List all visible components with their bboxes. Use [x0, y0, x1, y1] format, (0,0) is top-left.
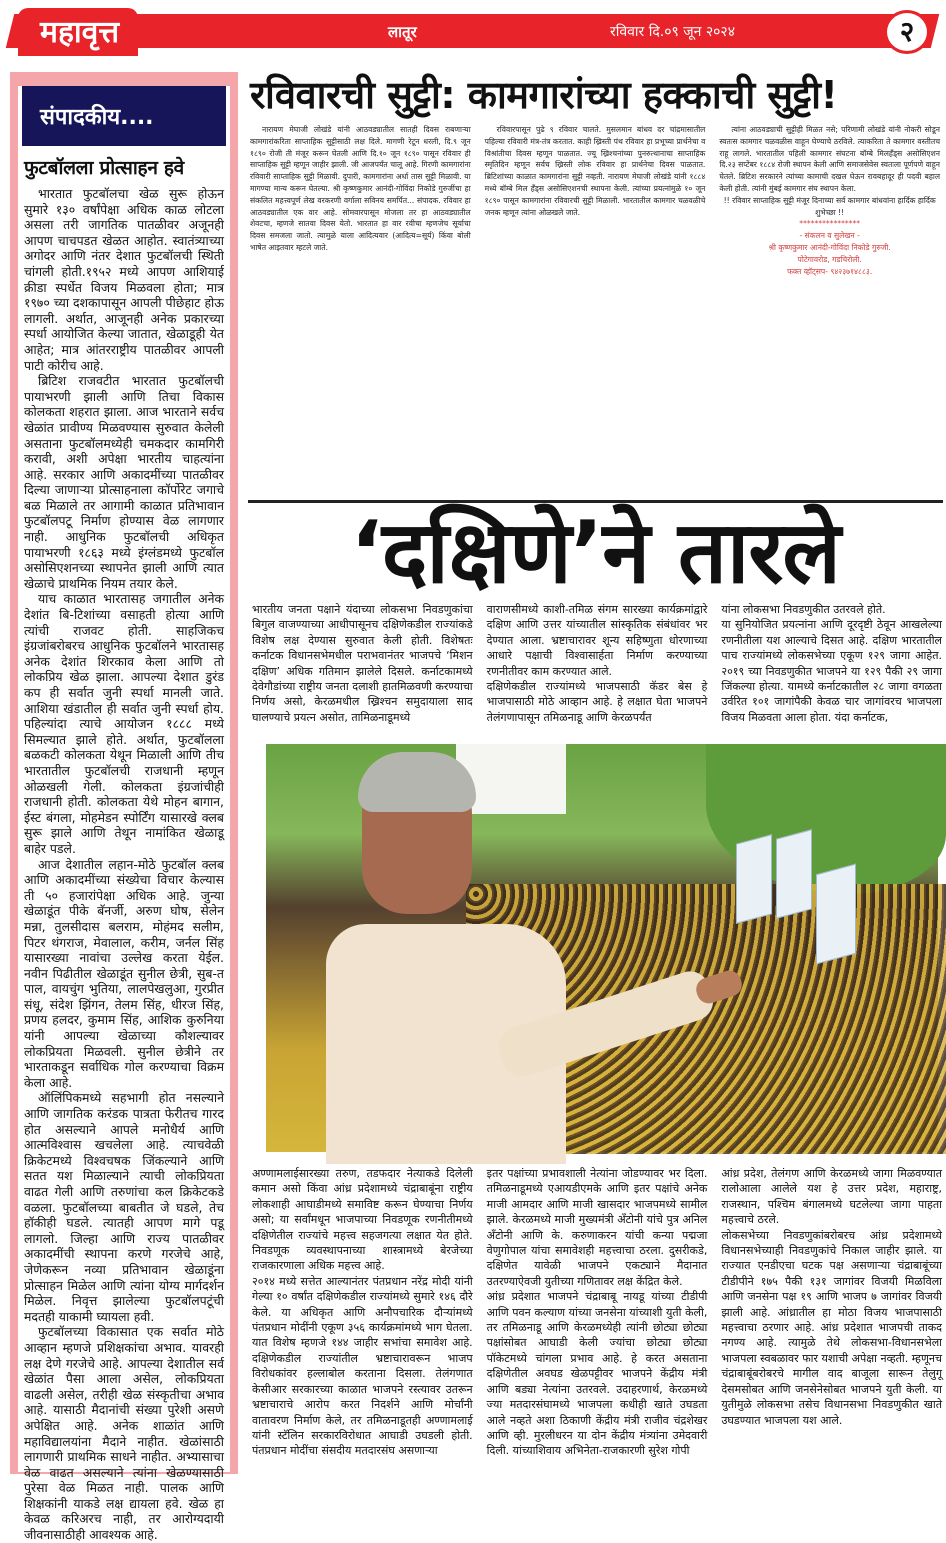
article-text: रविवारपासून पुढे ९ रविवार चालते. मुसलमान बांधव दर चांद्रमासातील पहिल्या रविवारी मंत्र-तंत्र करतात. काही ख्रिस्ती पंथ रविवार हा प्रभूच्या प्रार्थनेचा व विश्रांतीचा दिवस म्हणून पाळतात. ज्यू ख्रिश्चनांच्या पुनरुत्थानाचा साप्ताहिक स्मृतिदिन म्हणून सर्वच ख्रिस्ती लोक रविवार हा प्रार्थनेचा दिवस पाळतात. ब्रिटिशांच्या काळात कामगारांना सुट्टी नव्हती. नारायण मेघाजी लोखंडे यांनी १८८४ मध्ये बॉम्बे मिल हँड्स असोसिएशनची स्थापना केली. त्यांच्या प्रयत्नांमुळे १० जून १८९० पासून कामगारांना रविवारची सुट्टी मिळाली. भारतातील कामगार चळवळीचे जनक म्हणून त्यांना ओळखले जाते. [484, 125, 706, 217]
photo-flag [776, 829, 812, 919]
edition-date: रविवार दि.०९ जून २०२४ [610, 24, 735, 40]
article-column [719, 124, 940, 278]
greeting-line: !! रविवार साप्ताहिक सुट्टी मंजूर दिनाच्या सर्व कामगार बांधवांना हार्दिक हार्दिक शुभेच्छा !! [723, 195, 936, 217]
lead-column: यांना लोकसभा निवडणुकीत उतरवले होते. या सुनियोजित प्रयत्नांना आणि दूरदृष्टी ठेवून आखलेल्या रणनीतीला यश आल्याचे दिसत आहे. दक्षिण भारतातील पाच राज्यांमध्ये लोकसभेच्या एकूण १२९ जागा आहेत. २०१९ च्या निवडणुकीत भाजपने या १२९ पैकी २९ जागा जिंकल्या होत्या. यामध्ये कर्नाटकातील २८ जागा वगळता उर्वरित १०१ जागांपैकी केवळ चार जागांवरच भाजपला विजय मिळवता आला होता. यंदा कर्नाटक, [721, 603, 943, 724]
article-text: नारायण मेघाजी लोखंडे यांनी आठवड्यातील सातही दिवस राबणाऱ्या कामगारांकरिता साप्ताहिक सुट्टीसाठी लक्ष दिले. मागणी रेटून धरली, दि.९ जून १८९० रोजी ती मंजूर करून घेतली आणि दि.१० जून १८९० पासून रविवार ही साप्ताहिक सुट्टी म्हणून जाहीर झाली. जी आजपर्यंत चालू आहे. गिरणी कामगारांना रविवारी साप्ताहिक सुट्टी मिळावी. दुपारी, कामगारांना अर्धा तास सुट्टी मिळावी. या मागण्या मान्य करून घेतल्या. श्री कृष्णकुमार आनंदी-गोविंदा निकोडे गुरुजींचा हा संकलित महत्त्वपूर्ण लेख वरकरणी वर्गाला सविनय समर्पित... संपादक. रविवार हा आठवड्यातील एक वार आहे. सोमवारपासून मोजला तर हा आठवड्यातील शेवटचा, म्हणजे सातवा दिवस येतो. भारतात हा वार रवीचा म्हणजेच सूर्याचा दिवस समजला जातो. त्यामुळे याला आदित्यवार (आदित्य=सूर्य) किंवा बोली भाषेत आइतवार म्हटले जाते. [250, 125, 471, 252]
body-column: इतर पक्षांच्या प्रभावशाली नेत्यांना जोडण्यावर भर दिला. तमिळनाडूमध्ये एआयडीएमके आणि इतर पक्षांचे अनेक माजी आमदार आणि माजी खासदार भाजपमध्ये सामील झाले. केरळमध्ये माजी मुख्यमंत्री अँटोनी यांचे पुत्र अनिल अँटोनी आणि के. करुणाकरन यांची कन्या पद्मजा वेणुगोपाल यांचा समावेशही महत्त्वाचा ठरला. दुसरीकडे, दक्षिणेत यावेळी भाजपने एकट्याने मैदानात उतरण्याऐवजी युतीच्या गणितावर लक्ष केंद्रित केले. आंध्र प्रदेशात भाजपने चंद्राबाबू नायडू यांच्या टीडीपी आणि पवन कल्याण यांच्या जनसेना यांच्याशी युती केली, तर तमिळनाडू आणि केरळमध्येही त्यांनी छोट्या छोट्या पक्षांसोबत आघाडी केली ज्यांचा छोट्या छोट्या पॉकेटमध्ये चांगला प्रभाव आहे. हे करत असताना दक्षिणेतील अवघड खेळपट्टीवर भाजपने केंद्रीय मंत्री आणि बड्या नेत्यांना उतरवले. उदाहरणार्थ, केरळमध्ये ज्या मतदारसंघामध्ये भाजपला कधीही खाते उघडता आले नव्हते अशा ठिकाणी केंद्रीय मंत्री राजीव चंद्रशेखर आणि व्ही. मुरलीधरन या दोन केंद्रीय मंत्र्यांना उमेदवारी दिली. यांच्याशिवाय अभिनेता-राजकारणी सुरेश गोपी [486, 1167, 708, 1458]
credit-stars: **************** [799, 219, 861, 229]
masthead [0, 0, 945, 62]
editorial-paragraph: आज देशातील लहान-मोठे फुटबॉल क्लब आणि अकादमींच्या संख्येचा विचार केल्यास ती ५० हजारांपेक्षा अधिक आहे. जुन्या खेळाडूंत पीके बॅनर्जी, अरुण घोष, सेलेन मन्ना, तुलसीदास बलराम, मोहंमद सलीम, पिटर थंगराज, मेवालाल, करीम, जर्नल सिंह यासारख्या नावांचा उल्लेख करता येईल. नवीन पिढीतील खेळाडूंत सुनील छेत्री, सुब-त पाल, वायचुंग भुतिया, लालपेखलुआ, गुरप्रीत संधू, संदेश झिंगन, तेलम सिंह, धीरज सिंह, प्रणय हलदर, कुमाम सिंह, आशिक कुरुनिया यांनी आपल्या खेळाच्या कौशल्यावर लोकप्रियता मिळवली. सुनील छेत्रीने तर भारताकडून सर्वाधिक गोल करण्याचा विक्रम केला आहे. [24, 856, 224, 1090]
photo-flag [816, 864, 856, 965]
lead-column: वाराणसीमध्ये काशी-तमिळ संगम सारख्या कार्यक्रमांद्वारे दक्षिण आणि उत्तर यांच्यातील सांस्कृतिक संबंधांवर भर देण्यात आला. भ्रष्टाचारावर शून्य सहिष्णुता धोरणाच्या आधारे पक्षाची विश्वासार्हता निर्माण करण्याच्या रणनीतीवर काम करण्यात आले. दक्षिणेकडील राज्यांमध्ये भाजपसाठी कॅडर बेस हे भाजपासाठी मोठे आव्हान आहे. हे लक्षात घेता भाजपने तेलंगणापासून तमिळनाडू आणि केरळपर्यंत [486, 603, 708, 724]
masthead-band [6, 14, 939, 48]
editorial-paragraph: फुटबॉलच्या विकासात एक सर्वात मोठे आव्हान म्हणजे प्रशिक्षकांचा अभाव. यावरही लक्ष देणे गरजेचे आहे. आपल्या देशातील सर्व खेळांत पैसा आला असेल, लोकप्रियता वाढली असेल, तरीही खेळ संस्कृतीचा अभाव आहे. यासाठी मैदानांची संख्या पुरेशी असणे अपेक्षित आहे. अनेक शाळांत आणि महाविद्यालयांना मैदाने नाहीत. खेळांसाठी लागणारी प्राथमिक साधने नाहीत. अभ्यासाचा वेळ वाढत असल्याने त्यांना खेळण्यासाठी पुरेसा वेळ मिळत नाही. पालक आणि शिक्षकांनी याकडे लक्ष द्यायला हवे. खेळ हा केवळ करिअरच नाही, तर आरोग्यदायी जीवनासाठीही आवश्यक आहे. [24, 1324, 224, 1543]
body-column: अण्णामलाईसारख्या तरुण, तडफदार नेत्याकडे दिलेली कमान असो किंवा आंध्र प्रदेशामध्ये चंद्राबाबूंना राष्ट्रीय लोकशाही आघाडीमध्ये समाविष्ट करून घेण्याचा निर्णय असो; या सर्वांमधून भाजपाच्या निवडणूक रणनीतीमध्ये दक्षिणेतील राज्यांचे महत्त्व सहजगत्या लक्षात येत होते. निवडणूक व्यवस्थापनाच्या शास्त्रामध्ये बेरजेच्या राजकारणाला अधिक महत्त्व आहे. २०१४ मध्ये सत्तेत आल्यानंतर पंतप्रधान नरेंद्र मोदी यांनी गेल्या १० वर्षांत दक्षिणेकडील राज्यांमध्ये सुमारे १४६ दौरे केले. या अधिकृत आणि अनौपचारिक दौऱ्यांमध्ये पंतप्रधान मोदींनी एकूण ३५६ कार्यक्रमांमध्ये भाग घेतला. यात विशेष म्हणजे १४४ जाहीर सभांचा समावेश आहे. दक्षिणेकडील राज्यांतील भ्रष्टाचारावरून भाजप विरोधकांवर हल्लाबोल करताना दिसला. तेलंगणात केसीआर सरकारच्या काळात भाजपने रस्त्यावर उतरून भ्रष्टाचाराचे आरोप करत निदर्शने आणि मोर्चांनी वातावरण निर्माण केले, तर तमिळनाडूतही अण्णामलाई यांनी स्टॅलिन सरकारविरोधात आघाडी उघडली होती. पंतप्रधान मोदींचा संसदीय मतदारसंघ असणाऱ्या [252, 1167, 473, 1458]
editorial-headline: फुटबॉलला प्रोत्साहन हवे [24, 157, 184, 179]
photo-speaker-hair [358, 752, 476, 812]
credit-author: श्री कृष्णकुमार आनंदी-गोविंदा निकोडे गुरुजी. [768, 243, 891, 253]
edition-city: लातूर [388, 23, 417, 41]
editorial-paragraph: याच काळात भारतासह जगातील अनेक देशांत बि-टिशांच्या वसाहती होत्या आणि त्यांची राजवट होती. साहजिकच इंग्रजांबरोबरच आधुनिक फुटबॉलने भारतासह अनेक देशांत शिरकाव केला आणि तो लोकप्रिय खेळ झाला. आपल्या देशात डुरंड कप ही सर्वात जुनी स्पर्धा मानली जाते. आशिया खंडातील ही सर्वात जुनी स्पर्धा होय. पहिल्यांदा त्याचे आयोजन १८८८ मध्ये सिमल्यात झाले होते. अर्थात, फुटबॉलला बळकटी कोलकता येथून मिळाली आणि तीच भारतातील फुटबॉलची राजधानी म्हणून ओळखली गेली. कोलकता इंग्रजांचीही राजधानी होती. कोलकता येथे मोहन बागान, ईस्ट बंगला, मोहमेडन स्पोर्टिंग यासारखे क्लब सुरू झाले आणि तेथून नामांकित खेळाडू बाहेर पडले. [24, 591, 224, 856]
main-article-body [252, 1166, 942, 1459]
editorial-paragraph: ऑलिंपिकमध्ये सहभागी होत नसल्याने आणि जागतिक करंडक पात्रता फेरीतच गारद होत असल्याने आपले मनोधैर्य आणि आत्मविश्वास खचलेला आहे. त्याचवेळी क्रिकेटमध्ये विश्वचषक जिंकल्याने आणि सतत यश मिळाल्याने त्याची लोकप्रियता वाढत गेली आणि तरुणांचा कल क्रिकेटकडे वळला. फुटबॉलच्या बाबतीत जे घडले, तेच हॉकीही घडले. त्यातही आपण मागे पडू लागलो. जिल्हा आणि राज्य पातळीवर अकादमींची स्थापना करणे गरजेचे आहे, जेणेकरून नव्या प्रतिभावान खेळाडूंना प्रोत्साहन मिळेल आणि त्यांना योग्य मार्गदर्शन मिळेल. निवृत्त झालेल्या फुटबॉलपटूंची मदतही याकामी घ्यायला हवी. [24, 1090, 224, 1324]
photo-flag [736, 834, 772, 924]
rally-photo [266, 744, 938, 1152]
editorial-paragraph: भारतात फुटबॉलचा खेळ सुरू होऊन सुमारे १३० वर्षांपेक्षा अधिक काळ लोटला असला तरी जागतिक पातळीवर अजूनही आपण चाचपडत खेळत आहोत. स्वातंत्र्याच्या अगोदर आणि नंतर देशात फुटबॉलची स्थिती चांगली होती.१९५२ मध्ये आपण आशियाई क्रीडा स्पर्धेत विजय मिळवला होता; मात्र १९७० च्या दशकापासून आपली पीछेहाट होऊ लागली. अर्थात, आजूनही अनेक प्रकारच्या स्पर्धा आयोजित केल्या जातात, खेळाडूही येत आहेत; मात्र आंतरराष्ट्रीय पातळीवर आपली पाटी कोरीच आहे. [24, 186, 224, 373]
article-column [250, 124, 471, 278]
page-number: २ [884, 10, 930, 54]
main-article-lead [252, 602, 942, 725]
body-column: आंध्र प्रदेश, तेलंगण आणि केरळमध्ये जागा मिळवण्यात रालोआला आलेले यश हे उत्तर प्रदेश, महाराष्ट्र, राजस्थान, पश्चिम बंगालमध्ये घटलेल्या जागा पाहता महत्त्वाचे ठरले. लोकसभेच्या निवडणुकांबरोबरच आंध्र प्रदेशामध्ये विधानसभेच्याही निवडणुकांचे निकाल जाहीर झाले. या राज्यात एनडीएचा घटक पक्ष असणाऱ्या चंद्राबाबूंच्या टीडीपीने १७५ पैकी १३१ जागांवर विजयी मिळविला आणि जनसेना पक्ष १९ आणि भाजप ७ जागांवर विजयी झाली आहे. आंध्रातील हा मोठा विजय भाजपासाठी महत्त्वाचा ठरणार आहे. आंध्र प्रदेशात भाजपची ताकद नगण्य आहे. त्यामुळे तेथे लोकसभा-विधानसभेला भाजपला स्वबळावर फार यशाची अपेक्षा नव्हती. म्हणूनच चंद्राबाबूंबरोबरचे मागील वाद बाजूला सारून तेलुगू देसमसोबत आणि जनसेनेसोबत भाजपने युती केली. या युतीमुळे लोकसभा तसेच विधानसभा निवडणुकीत खाते उघडण्यात भाजपला यश आले. [721, 1167, 943, 1427]
sunday-article-headline: रविवारची सुट्टी: कामगारांच्या हक्काची सुट्टी! [250, 73, 838, 117]
lead-column: भारतीय जनता पक्षाने यंदाच्या लोकसभा निवडणुकांचा बिगुल वाजण्याच्या आधीपासूनच दक्षिणेकडील राज्यांकडे विशेष लक्ष देण्यास सुरुवात केली होती. विशेषतः कर्नाटक विधानसभेमधील पराभवानंतर भाजपचे ‘मिशन दक्षिण’ अधिक गतिमान झालेले दिसले. कर्नाटकामध्ये देवेगौडांच्या राष्ट्रीय जनता दलाशी हातमिळवणी करण्याचा निर्णय असो, केरळमधील ख्रिश्चन समुदायाला साद घालण्याचे प्रयत्न असोत, तामिळनाडूमध्ये [252, 603, 473, 724]
credit-phone: फक्त व्हॉट्सप- ९४२३७१४८८३. [787, 267, 873, 277]
main-headline: ‘दक्षिणे’ने तारले [350, 503, 840, 603]
editorial-paragraph: ब्रिटिश राजवटीत भारतात फुटबॉलची पायाभरणी झाली आणि तिचा विकास कोलकता शहरात झाला. आज भारताने सर्वच खेळांत प्रावीण्य मिळवण्यास सुरुवात केलेली असताना फुटबॉलमध्येही चमकदार कामगिरी करावी, अशी अपेक्षा भारतीय चाहत्यांना आहे. सरकार आणि अकादमींच्या पातळीवर दिल्या जाणाऱ्या प्रोत्साहनाला कॉर्पोरेट जगाचे बळ मिळाले तर आगामी काळात प्रतिभावान फुटबॉलपटू निर्माण होण्यास वेळ लागणार नाही. आधुनिक फुटबॉलची अधिकृत पायाभरणी १८६३ मध्ये इंग्लंडमध्ये फुटबॉल असोसिएशनच्या स्थापनेत झाली आणि त्यात खेळाचे प्राथमिक नियम तयार केले. [24, 373, 224, 591]
credit-address: पोटेगावरोड, गडचिरोली. [797, 255, 862, 265]
sunday-holiday-article [250, 72, 940, 492]
paper-name: महावृत्त [40, 15, 120, 50]
editorial-column [10, 72, 238, 1543]
credit-compiled-by: - संकलन व सुलेखन - [799, 231, 860, 241]
article-text: त्यांना आठवड्याची सुट्टीही मिळत नसे; परिणामी लोखंडे यांनी नोकरी सोडून स्वतःस कामगार चळवळीस वाहून घेण्याचे ठरविले. त्याकरिता ते कामगार वस्तीतच राहू लागले. भारतातील पहिली कामगार संघटना बॉम्बे मिलहँड्स असोसिएशन दि.२३ सप्टेंबर १८८४ रोजी स्थापन केली आणि समाजसेवेस स्वतःला पूर्णपणे वाहून घेतले. ब्रिटिश सरकारने त्यांच्या कामाची दखल घेऊन रावबहादूर ही पदवी बहाल केली होती. त्यांनी मुंबई कामगार संघ स्थापन केला. [719, 125, 941, 193]
article-column [485, 124, 706, 278]
editorial-section-label: संपादकीय.... [22, 86, 226, 146]
